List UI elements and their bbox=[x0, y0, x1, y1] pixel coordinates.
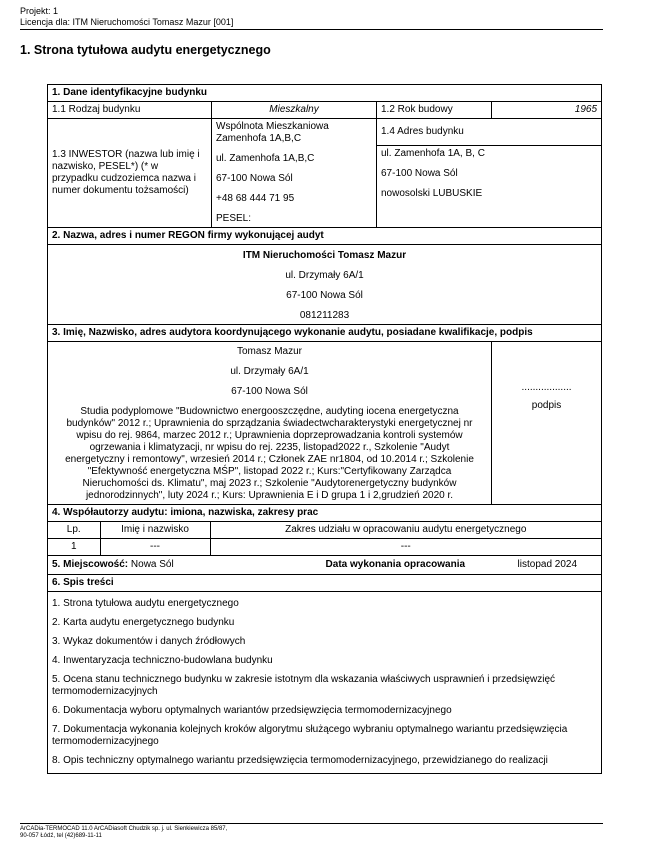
investor-phone: +48 68 444 71 95 bbox=[216, 193, 295, 204]
investor-label: 1.3 INWESTOR (nazwa lub imię i nazwisko, PESEL*) (* w przypadku cudzoziemca nazwa i numer dokumentu tożsamości) bbox=[48, 119, 212, 228]
section-4-heading: 4. Współautorzy audytu: imiona, nazwiska, zakresy prac bbox=[48, 505, 602, 522]
investor-details bbox=[212, 119, 377, 228]
building-address-region: nowosolski LUBUSKIE bbox=[381, 188, 483, 199]
coauthors-table bbox=[48, 522, 601, 555]
signature-box bbox=[492, 342, 602, 505]
section-1-heading: 1. Dane identyfikacyjne budynku bbox=[48, 85, 602, 102]
investor-city: 67-100 Nowa Sól bbox=[216, 173, 293, 184]
signature-dots: .................. bbox=[521, 382, 572, 393]
date-label: Data wykonania opracowania bbox=[325, 559, 466, 570]
audit-firm-city: 67-100 Nowa Sól bbox=[286, 290, 363, 301]
col-name: Imię i nazwisko bbox=[100, 522, 210, 539]
header-divider bbox=[20, 29, 603, 30]
toc-item: 3. Wykaz dokumentów i danych źródłowych bbox=[52, 636, 246, 647]
footer-line-2: 90-057 Łódź, tel (42)689-11-11 bbox=[20, 833, 102, 839]
toc-item: 4. Inwentaryzacja techniczno-budowlana budynku bbox=[52, 655, 273, 666]
toc-item: 7. Dokumentacja wykonania kolejnych kroków algorytmu służącego wybraniu optymalnego wariantu przedsięwzięcia termomodernizacyjnego bbox=[52, 724, 568, 747]
building-type-label: 1.1 Rodzaj budynku bbox=[48, 102, 212, 119]
toc-item: 1. Strona tytułowa audytu energetycznego bbox=[52, 598, 239, 609]
audit-firm bbox=[48, 245, 602, 325]
build-year-label: 1.2 Rok budowy bbox=[377, 102, 492, 119]
toc-item: 6. Dokumentacja wyboru optymalnych wariantów przedsięwzięcia termomodernizacyjnego bbox=[52, 705, 452, 716]
page-footer bbox=[20, 823, 603, 840]
auditor-city: 67-100 Nowa Sól bbox=[231, 386, 308, 397]
coauthors-cell bbox=[48, 522, 602, 556]
building-address-street: ul. Zamenhofa 1A, B, C bbox=[381, 148, 485, 159]
auditor-qualifications: Studia podyplomowe "Budownictwo energooszczędne, audyting iocena energetyczna budynków" 2012 r.; Uprawnienia do sprządzania świadectwcharakterystyki energetycznej nr wpisu do rej. 9864, marzec 2012 r.; Uprawnienia doprzeprowadzania kontroli systemów ogrzewania i klimatyzacji, nr wpisu do rej. 2235, listopad2022 r., Szkolenie "Audyt energetyczny i remontowy", wrzesień 2014 r.; Członek ZAE nr1804, od 10.2014 r.; Szkolenie "Efektywność energetyczna MŚP", listopad 2022 r.; Kurs:"Certyfikowany Zarządca Nieruchomości ds. Klimatu", maj 2023 r.; Szkolenie "Audytorenergetyczny budynków jednorodzinnych", luty 2024 r.; Kurs: Uprawnienia E i D grupa 1 i 2,grudzień 2020 r. bbox=[65, 406, 474, 501]
row-lp: 1 bbox=[48, 539, 100, 556]
auditor-name: Tomasz Mazur bbox=[236, 346, 302, 357]
signature-label: podpis bbox=[531, 400, 562, 411]
audit-firm-name: ITM Nieruchomości Tomasz Mazur bbox=[242, 250, 407, 261]
building-type-value: Mieszkalny bbox=[212, 102, 377, 119]
toc-item: 5. Ocena stanu technicznego budynku w zakresie istotnym dla wskazania właściwych usprawnień i przedsięwzięć termomodernizacyjnych bbox=[52, 674, 556, 697]
investor-pesel: PESEL: bbox=[216, 213, 252, 224]
col-scope: Zakres udziału w opracowaniu audytu energetycznego bbox=[210, 522, 601, 539]
section-2-heading: 2. Nazwa, adres i numer REGON firmy wykonującej audyt bbox=[48, 228, 602, 245]
building-address-city: 67-100 Nowa Sól bbox=[381, 168, 458, 179]
footer-line-1: ArCADia-TERMOCAD 11.0 ArCADiasoft Chudzik sp. j. ul. Sienkiewicza 85/87, bbox=[20, 826, 228, 832]
investor-street: ul. Zamenhofa 1A,B,C bbox=[216, 153, 315, 164]
auditor-street: ul. Drzymały 6A/1 bbox=[230, 366, 309, 377]
place-value: Nowa Sól bbox=[130, 559, 174, 570]
building-address-label: 1.4 Adres budynku bbox=[377, 119, 602, 146]
date-value: listopad 2024 bbox=[517, 559, 578, 570]
project-label: Projekt: 1 bbox=[20, 6, 59, 16]
audit-firm-street: ul. Drzymały 6A/1 bbox=[285, 270, 364, 281]
row-scope: --- bbox=[400, 541, 411, 552]
build-year-value: 1965 bbox=[492, 102, 602, 119]
col-lp: Lp. bbox=[48, 522, 100, 539]
building-address bbox=[377, 146, 602, 228]
toc-item: 2. Karta audytu energetycznego budynku bbox=[52, 617, 235, 628]
place-label: 5. Miejscowość: bbox=[52, 559, 129, 570]
page-title: 1. Strona tytułowa audytu energetycznego bbox=[20, 43, 271, 57]
table-of-contents bbox=[48, 592, 602, 774]
audit-title-table bbox=[47, 84, 602, 774]
section-6-heading: 6. Spis treści bbox=[48, 575, 602, 592]
auditor-details bbox=[48, 342, 492, 505]
section-5 bbox=[48, 556, 602, 575]
license-label: Licencja dla: ITM Nieruchomości Tomasz Mazur [001] bbox=[20, 17, 234, 27]
toc-item: 8. Opis techniczny optymalnego wariantu przedsięwzięcia termomodernizacyjnego, przewidzianego do realizacji bbox=[52, 755, 548, 766]
audit-firm-regon: 081211283 bbox=[299, 310, 350, 321]
investor-name: Wspólnota Mieszkaniowa Zamenhofa 1A,B,C bbox=[216, 121, 329, 144]
section-3-heading: 3. Imię, Nazwisko, adres audytora koordynującego wykonanie audytu, posiadane kwalifikacje, podpis bbox=[48, 325, 602, 342]
row-name: --- bbox=[100, 539, 210, 556]
